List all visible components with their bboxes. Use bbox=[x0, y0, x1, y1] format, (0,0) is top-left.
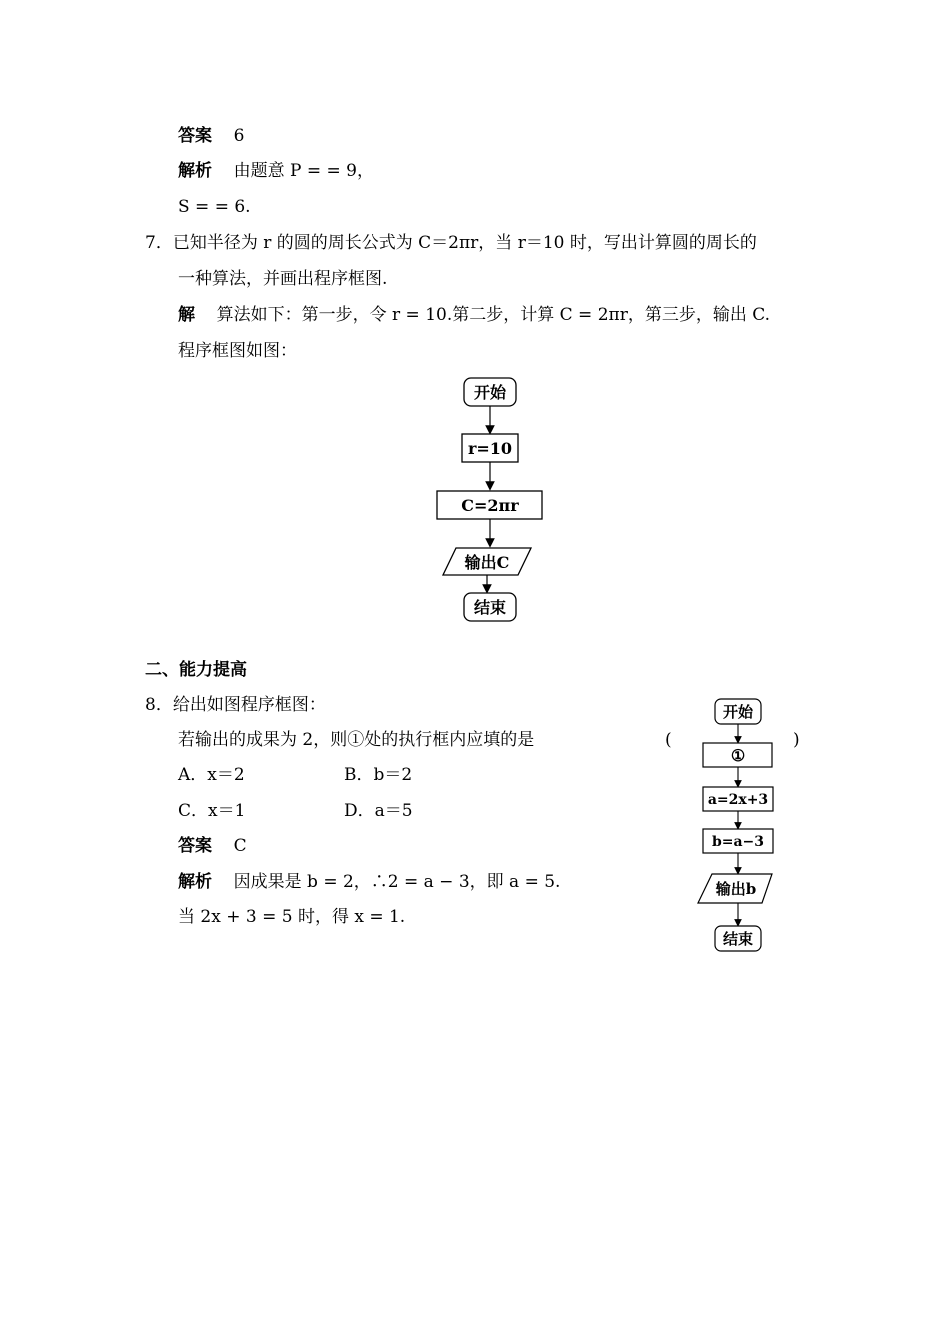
q8-answer-row bbox=[178, 835, 247, 857]
q7-solution-text: 算法如下：第一步，令 r = 10.第二步，计算 C = 2πr，第三步，输出 C. bbox=[216, 305, 771, 325]
q8-fc-output-text: 输出b bbox=[715, 880, 757, 898]
q7-question-line2: 一种算法，并画出程序框图. bbox=[178, 269, 388, 289]
q8-option-b-label: B． bbox=[344, 765, 374, 785]
q8-analysis-row bbox=[178, 871, 560, 893]
q7-flowchart bbox=[420, 370, 570, 630]
q8-fc-step3-text: b=a−3 bbox=[711, 834, 765, 850]
q7-fc-end-text: 结束 bbox=[473, 598, 507, 617]
q8-option-c bbox=[178, 800, 245, 822]
q8-fc-start-text: 开始 bbox=[722, 703, 754, 721]
q8-analysis-line2: 当 2x + 3 = 5 时，得 x = 1. bbox=[178, 907, 406, 927]
q6-analysis-line1: 由题意 P = = 9， bbox=[233, 161, 374, 181]
q7-solution-label: 解 bbox=[178, 305, 195, 325]
q8-answer-label: 答案 bbox=[178, 836, 212, 856]
q7-fc-start-text: 开始 bbox=[473, 383, 507, 402]
q7-fc-step1-text: r=10 bbox=[467, 439, 513, 458]
q6-answer-row bbox=[178, 125, 244, 147]
q8-question-row bbox=[145, 694, 326, 716]
q8-fc-step2-text: a=2x+3 bbox=[707, 792, 769, 808]
q8-paren-close: ) bbox=[793, 730, 800, 750]
q6-answer-value: 6 bbox=[233, 126, 245, 146]
q8-answer-value: C bbox=[233, 836, 247, 856]
q8-question-line2: 若输出的成果为 2，则①处的执行框内应填的是 bbox=[178, 730, 535, 750]
q7-question-line1: 已知半径为 r 的圆的周长公式为 C＝2πr，当 r＝10 时，写出计算圆的周长的 bbox=[172, 233, 757, 253]
q8-fc-end-text: 结束 bbox=[722, 930, 754, 948]
q8-paren-open: ( bbox=[665, 730, 672, 750]
q8-option-b-text: b＝2 bbox=[373, 765, 413, 785]
q7-number: 7． bbox=[145, 233, 173, 253]
q8-option-a-text: x＝2 bbox=[207, 765, 245, 785]
q8-flowchart bbox=[690, 693, 790, 958]
q8-number: 8． bbox=[145, 695, 173, 715]
q8-question-line1: 给出如图程序框图： bbox=[172, 695, 326, 715]
section-title: 二、能力提高 bbox=[145, 660, 247, 680]
q7-solution-line2: 程序框图如图： bbox=[178, 341, 297, 361]
q6-analysis-label: 解析 bbox=[178, 161, 212, 181]
q8-option-d bbox=[344, 800, 413, 822]
q8-analysis-label: 解析 bbox=[178, 872, 212, 892]
q8-analysis-line1: 因成果是 b = 2，∴2 = a − 3，即 a = 5. bbox=[233, 872, 561, 892]
q8-option-d-label: D． bbox=[344, 801, 375, 821]
q8-option-a bbox=[178, 764, 245, 786]
q6-analysis-line2: S = = 6. bbox=[178, 197, 251, 217]
q8-option-c-text: x＝1 bbox=[208, 801, 246, 821]
q6-analysis-row bbox=[178, 160, 374, 182]
q6-answer-label: 答案 bbox=[178, 126, 212, 146]
q7-question-row bbox=[145, 232, 757, 254]
q8-fc-step1-text: ① bbox=[730, 746, 746, 765]
q8-option-c-label: C． bbox=[178, 801, 209, 821]
q7-fc-output-text: 输出C bbox=[464, 553, 510, 572]
q8-option-a-label: A． bbox=[178, 765, 208, 785]
q8-option-b bbox=[344, 764, 412, 786]
q7-solution-row bbox=[178, 304, 770, 326]
q7-fc-step2-text: C=2πr bbox=[461, 496, 519, 515]
q8-option-d-text: a＝5 bbox=[374, 801, 413, 821]
